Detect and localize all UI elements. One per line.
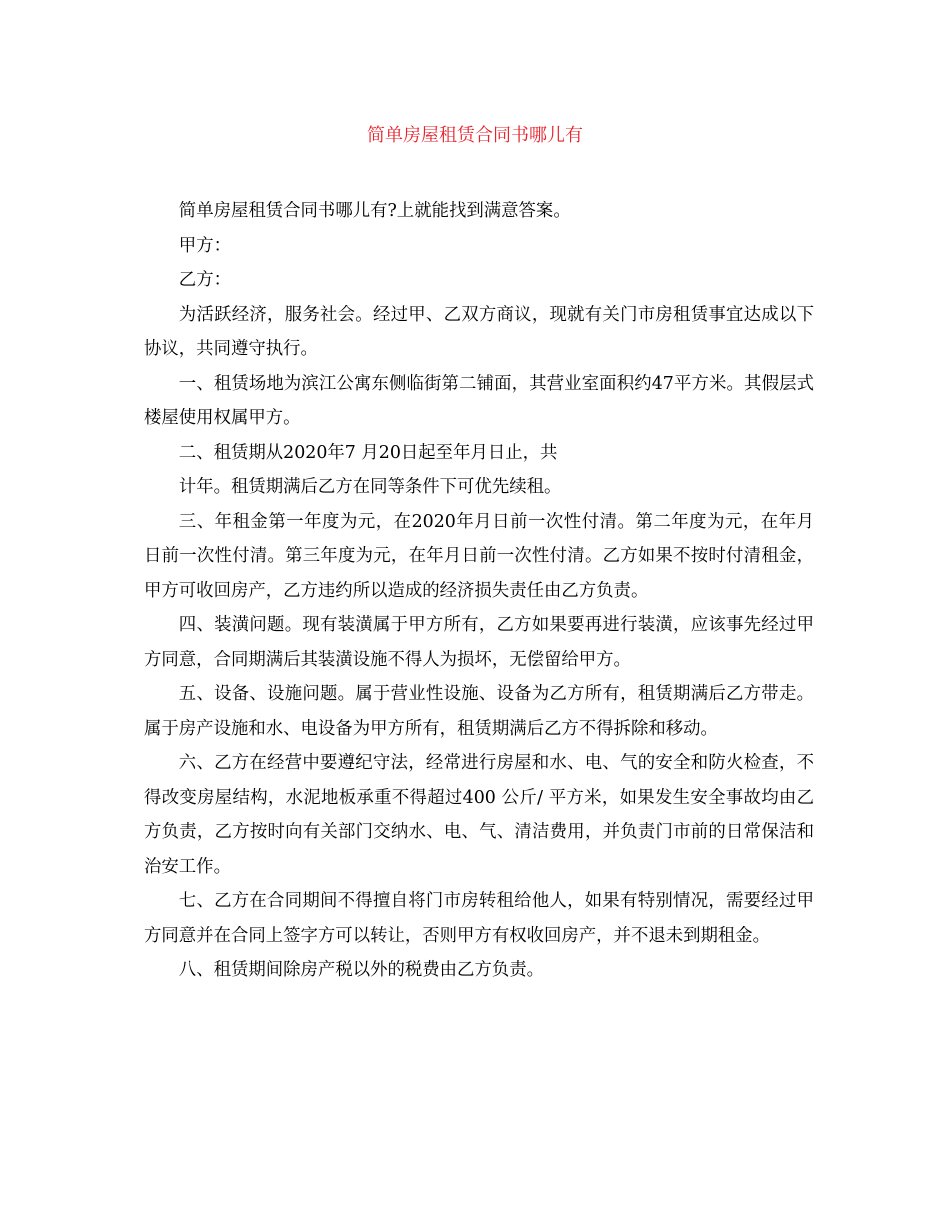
paragraph-clause-8: 八、租赁期间除房产税以外的税费由乙方负责。: [178, 960, 545, 980]
paragraph-clause-1: 一、租赁场地为滨江公寓东侧临街第二铺面，其营业室面积约47平方米。其假层式楼屋使用权属甲方。: [144, 373, 814, 428]
document-body: [144, 194, 814, 988]
paragraph-party-b: 乙方：: [178, 270, 231, 290]
paragraph-clause-6: 六、乙方在经营中要遵纪守法，经常进行房屋和水、电、气的安全和防火检查，不得改变房屋结构，水泥地板承重不得超过400 公斤/ 平方米，如果发生安全事故均由乙方负责，乙方按时向有关部门交纳水、电、气、清洁费用，并负责门市前的日常保洁和治安工作。: [144, 753, 814, 877]
document-title: 简单房屋租赁合同书哪儿有: [367, 125, 583, 146]
paragraph-clause-7: 七、乙方在合同期间不得擅自将门市房转租给他人，如果有特别情况，需要经过甲方同意并在合同上签字方可以转让，否则甲方有权收回房产，并不退未到期租金。: [144, 891, 814, 946]
paragraph-clause-2: 二、租赁期从2020年7 月20日起至年月日止，共: [178, 442, 558, 463]
paragraph-party-a: 甲方：: [178, 235, 231, 256]
paragraph-clause-3: 三、年租金第一年度为元，在2020年月日前一次性付清。第二年度为元，在年月日前一次性付清。第三年度为元，在年月日前一次性付清。乙方如果不按时付清租金，甲方可收回房产，乙方违约所以造成的经济损失责任由乙方负责。: [144, 511, 814, 601]
paragraph-preamble: 为活跃经济，服务社会。经过甲、乙双方商议，现就有关门市房租赁事宜达成以下协议，共同遵守执行。: [144, 304, 814, 359]
paragraph-clause-2-continued: 计年。租赁期满后乙方在同等条件下可优先续租。: [178, 477, 562, 497]
paragraph-intro: 简单房屋租赁合同书哪儿有?上就能找到满意答案。: [178, 201, 571, 221]
paragraph-clause-5: 五、设备、设施问题。属于营业性设施、设备为乙方所有，租赁期满后乙方带走。属于房产设施和水、电设备为甲方所有，租赁期满后乙方不得拆除和移动。: [144, 684, 814, 739]
paragraph-clause-4: 四、装潢问题。现有装潢属于甲方所有，乙方如果要再进行装潢，应该事先经过甲方同意，合同期满后其装潢设施不得人为损坏，无偿留给甲方。: [144, 615, 814, 670]
